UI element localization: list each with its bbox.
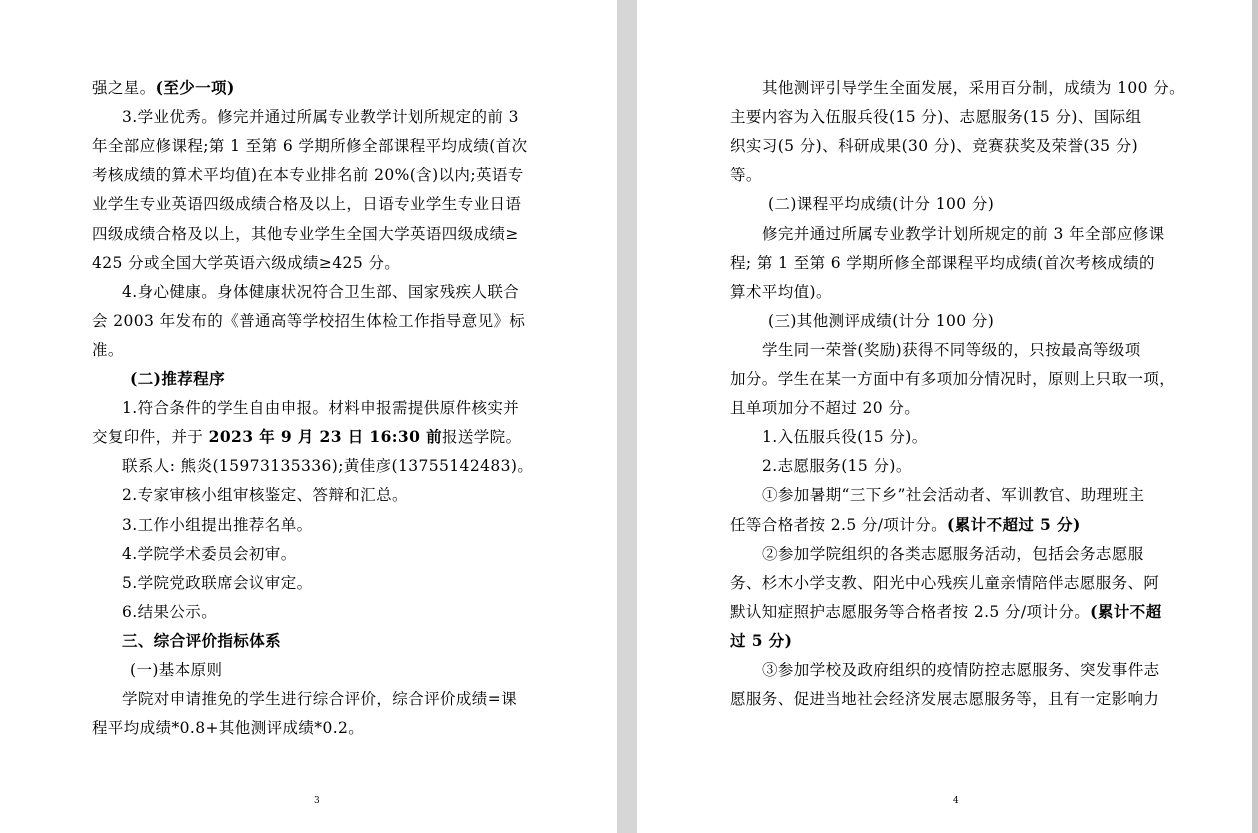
text-line	[92, 253, 400, 273]
text-line	[730, 631, 792, 651]
text-line	[122, 398, 519, 418]
text-line	[92, 136, 528, 156]
text-line	[762, 485, 1144, 505]
text-run: 4.身心健康。身体健康状况符合卫生部、国家残疾人联合	[122, 283, 520, 301]
text-run: (三)其他测评成绩(计分 100 分)	[768, 312, 995, 330]
bold-text: 2023 年 9 月 23 日 16:30 前	[208, 427, 442, 446]
text-line	[122, 485, 408, 505]
text-run: ①参加暑期“三下乡”社会活动者、军训教官、助理班主	[762, 486, 1145, 504]
text-run: 会 2003 年发布的《普通高等学校招生体检工作指导意见》标	[92, 312, 526, 330]
bold-text: 过 5 分)	[730, 631, 793, 650]
text-run: 程平均成绩*0.8+其他测评成绩*0.2。	[92, 719, 365, 737]
text-line	[92, 224, 519, 244]
text-line	[730, 602, 1161, 622]
text-run: 6.结果公示。	[122, 603, 218, 621]
text-line	[730, 253, 1155, 273]
text-line	[730, 573, 1159, 593]
text-run: 交复印件，并于	[92, 428, 209, 446]
text-run: 3.工作小组提出推荐名单。	[122, 516, 313, 534]
text-line	[730, 689, 1159, 709]
text-line	[730, 282, 832, 302]
text-run: 愿服务、促进当地社会经济发展志愿服务等，且有一定影响力	[730, 690, 1160, 708]
page-number: 3	[314, 796, 320, 806]
text-run: 学生同一荣誉(奖励)获得不同等级的，只按最高等级项	[762, 341, 1141, 359]
text-line	[122, 573, 313, 593]
text-run: 425 分或全国大学英语六级成绩≥425 分。	[92, 254, 401, 272]
text-line	[92, 78, 235, 98]
text-run: 程; 第 1 至第 6 学期所修全部课程平均成绩(首次考核成绩的	[730, 254, 1155, 272]
bold-text: (累计不超过 5 分)	[947, 515, 1081, 534]
text-line	[762, 78, 1185, 98]
text-line	[768, 194, 994, 214]
text-line	[762, 544, 1144, 564]
bold-text: (累计不超	[1090, 602, 1162, 621]
text-run: (一)基本原则	[130, 661, 223, 679]
document-page-3	[0, 0, 617, 833]
text-run: 业学生专业英语四级成绩合格及以上，日语专业学生专业日语	[92, 195, 522, 213]
text-run: ②参加学院组织的各类志愿服务活动，包括会务志愿服	[762, 545, 1144, 563]
text-run: 学院对申请推免的学生进行综合评价，综合评价成绩=课	[122, 690, 517, 708]
text-run: 任等合格者按 2.5 分/项计分。	[730, 516, 948, 534]
scrollbar[interactable]	[1252, 0, 1258, 833]
text-line	[730, 515, 1081, 535]
text-run: 报送学院。	[441, 428, 522, 446]
text-run: 3.学业优秀。修完并通过所属专业教学计划所规定的前 3	[122, 108, 519, 126]
text-line	[92, 165, 524, 185]
text-line	[762, 456, 912, 476]
text-run: 5.学院党政联席会议审定。	[122, 574, 313, 592]
text-line	[122, 689, 517, 709]
text-run: 考核成绩的算术平均值)在本专业排名前 20%(含)以内;英语专	[92, 166, 524, 184]
text-run: 等。	[730, 166, 762, 184]
text-run: ③参加学校及政府组织的疫情防控志愿服务、突发事件志	[762, 661, 1160, 679]
bold-text: 三、综合评价指标体系	[122, 631, 282, 650]
text-run: 修完并通过所属专业教学计划所规定的前 3 年全部应修课	[762, 225, 1165, 243]
text-line	[730, 136, 1138, 156]
bold-text: (至少一项)	[155, 78, 235, 97]
text-run: (二)课程平均成绩(计分 100 分)	[768, 195, 995, 213]
text-run: 2.志愿服务(15 分)。	[762, 457, 912, 475]
text-line	[762, 660, 1160, 680]
text-run: 1.入伍服兵役(15 分)。	[762, 428, 928, 446]
page-4-text	[637, 0, 1258, 833]
text-line	[762, 224, 1165, 244]
text-line	[762, 427, 928, 447]
text-line	[122, 107, 519, 127]
text-run: 其他测评引导学生全面发展，采用百分制，成绩为 100 分。	[762, 79, 1186, 97]
text-line	[122, 631, 281, 651]
text-run: 算术平均值)。	[730, 283, 832, 301]
text-line	[122, 456, 533, 476]
text-run: 织实习(5 分)、科研成果(30 分)、竞赛获奖及荣誉(35 分)	[730, 137, 1139, 155]
text-line	[92, 718, 364, 738]
page-gutter	[617, 0, 637, 833]
text-run: 准。	[92, 341, 124, 359]
text-line	[768, 311, 994, 331]
text-run: 1.符合条件的学生自由申报。材料申报需提供原件核实并	[122, 399, 520, 417]
text-run: 联系人: 熊炎(15973135336);黄佳彦(13755142483)。	[122, 457, 534, 475]
text-run: 加分。学生在某一方面中有多项加分情况时，原则上只取一项，	[730, 370, 1176, 388]
text-run: 强之星。	[92, 79, 156, 97]
text-run: 4.学院学术委员会初审。	[122, 545, 297, 563]
text-line	[122, 282, 519, 302]
text-line	[92, 340, 124, 360]
text-run: 四级成绩合格及以上，其他专业学生全国大学英语四级成绩≥	[92, 225, 519, 243]
text-run: 且单项加分不超过 20 分。	[730, 399, 921, 417]
text-line	[730, 107, 1141, 127]
page-3-text	[0, 0, 617, 833]
text-line	[92, 427, 522, 447]
text-line	[122, 515, 313, 535]
text-line	[122, 602, 217, 622]
bold-text: (二)推荐程序	[130, 369, 225, 388]
text-run: 年全部应修课程;第 1 至第 6 学期所修全部课程平均成绩(首次	[92, 137, 528, 155]
text-line	[92, 311, 525, 331]
text-run: 默认知症照护志愿服务等合格者按 2.5 分/项计分。	[730, 603, 1091, 621]
text-run: 主要内容为入伍服兵役(15 分)、志愿服务(15 分)、国际组	[730, 108, 1142, 126]
text-line	[730, 369, 1175, 389]
text-run: 2.专家审核小组审核鉴定、答辩和汇总。	[122, 486, 408, 504]
text-line	[730, 398, 920, 418]
text-line	[130, 369, 225, 389]
text-run: 务、杉木小学支教、阳光中心残疾儿童亲情陪伴志愿服务、阿	[730, 574, 1160, 592]
page-number: 4	[953, 796, 959, 806]
text-line	[762, 340, 1141, 360]
text-line	[730, 165, 762, 185]
text-line	[122, 544, 297, 564]
text-line	[130, 660, 222, 680]
text-line	[92, 194, 521, 214]
document-page-4	[637, 0, 1258, 833]
